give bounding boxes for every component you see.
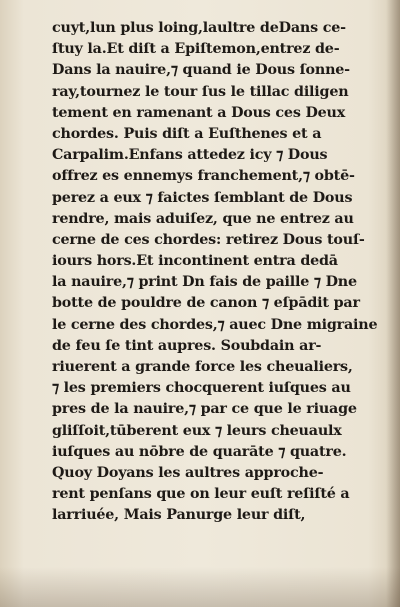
text-line: ray,tournez le tour ſus le tillac diligen <box>52 83 349 100</box>
text-line: Dans la nauire,⁊ quand ie Dous ſonne- <box>52 62 350 79</box>
text-line: perez a eux ⁊ faictes ſemblant de Dous <box>52 189 353 206</box>
text-line: Quoy Doyans les aultres approche- <box>52 464 324 481</box>
text-line: rendre, mais aduiſez, que ne entrez au <box>52 210 354 227</box>
text-line: ⁊ les premiers chocquerent iuſques au <box>52 380 351 397</box>
text-line: de feu ſe tint aupres. Soubdain ar- <box>52 337 322 354</box>
text-line: riuerent a grande force les cheualiers, <box>52 359 353 375</box>
text-line: tement en ramenant a Dous ces Deux <box>52 104 346 121</box>
page-bottom-shadow <box>0 567 400 607</box>
text-line: le cerne des chordes,⁊ auec Dne migraine <box>52 316 378 333</box>
text-line: larriuée, Mais Panurge leur diſt, <box>52 507 306 524</box>
text-line: gliſſoit,tūberent eux ⁊ leurs cheuaulx <box>52 422 342 439</box>
text-line: ſtuy la.Et diſt a Epiſtemon,entrez de- <box>52 41 340 58</box>
text-line: la nauire,⁊ print Dn fais de paille ⁊ Dne <box>52 274 357 291</box>
text-line: rent penſans que on leur euſt reſiſté a <box>52 486 350 503</box>
text-line: Carpalim.Enfans attedez icy ⁊ Dous <box>52 147 328 164</box>
text-line: botte de pouldre de canon ⁊ eſpādit par <box>52 295 360 312</box>
text-line: cuyt,lun plus loing,laultre deDans ce- <box>52 20 346 36</box>
text-line: pres de la nauire,⁊ par ce que le riuage <box>52 401 357 418</box>
text-line: chordes. Puis diſt a Euſthenes et a <box>52 125 322 142</box>
text-line: iuſques au nōbre de quarāte ⁊ quatre. <box>52 443 347 460</box>
text-line: cerne de ces chordes: retirez Dous touſ- <box>52 231 365 248</box>
text-line: iours hors.Et incontinent entra dedā <box>52 253 338 270</box>
page-edge-shadow <box>386 0 400 607</box>
text-line: offrez es ennemys franchement,⁊ obtē- <box>52 168 355 185</box>
text-block <box>52 18 390 527</box>
